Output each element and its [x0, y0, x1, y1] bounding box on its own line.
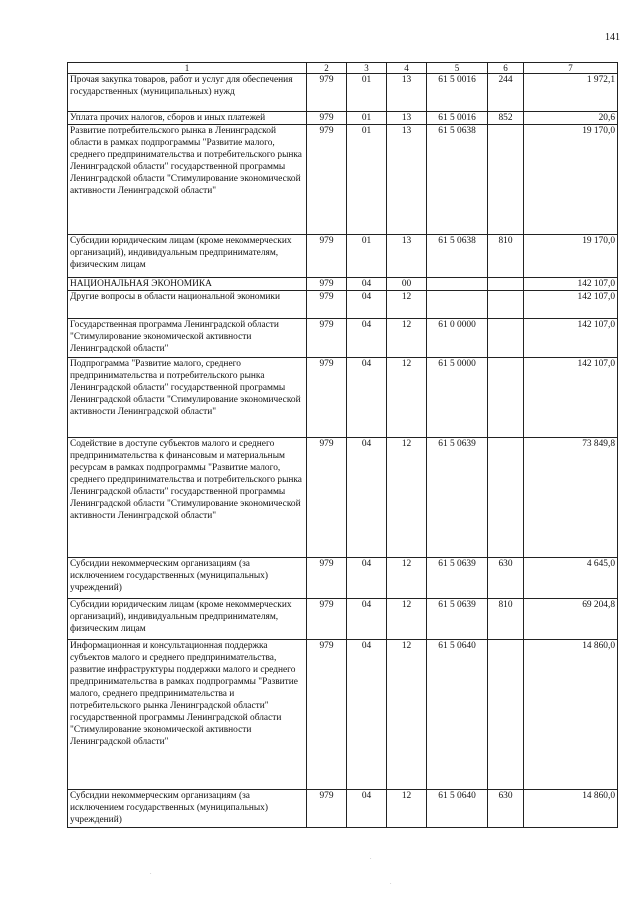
row-code-3: 04 [347, 358, 387, 438]
row-code-5: 61 5 0640 [427, 640, 488, 790]
row-sum: 69 204,8 [524, 599, 618, 640]
table-row [68, 558, 618, 599]
row-code-5: 61 5 0639 [427, 438, 488, 558]
row-sum: 19 170,0 [524, 125, 618, 235]
row-name: НАЦИОНАЛЬНАЯ ЭКОНОМИКА [68, 278, 307, 291]
row-code-4: 12 [387, 438, 427, 558]
table-row [68, 278, 618, 291]
row-code-3: 04 [347, 640, 387, 790]
row-code-3: 04 [347, 558, 387, 599]
row-code-5 [427, 291, 488, 319]
row-code-6 [488, 291, 524, 319]
row-code-6: 244 [488, 74, 524, 112]
row-code-4: 13 [387, 74, 427, 112]
scan-speck: . [150, 870, 154, 876]
row-code-3: 01 [347, 112, 387, 125]
row-code-2: 979 [307, 235, 347, 278]
budget-table [67, 62, 618, 828]
row-name: Государственная программа Ленинградской области "Стимулирование экономической активности Ленинградской области" [68, 319, 307, 358]
row-name: Уплата прочих налогов, сборов и иных платежей [68, 112, 307, 125]
row-name: Субсидии юридическим лицам (кроме некоммерческих организаций), индивидуальным предпринимателям, физическим лицам [68, 599, 307, 640]
row-name: Прочая закупка товаров, работ и услуг для обеспечения государственных (муниципальных) нужд [68, 74, 307, 112]
row-code-2: 979 [307, 112, 347, 125]
table-row [68, 790, 618, 828]
row-sum: 19 170,0 [524, 235, 618, 278]
table-row [68, 125, 618, 235]
row-code-4: 13 [387, 235, 427, 278]
row-sum: 142 107,0 [524, 291, 618, 319]
row-code-4: 13 [387, 112, 427, 125]
row-code-5: 61 5 0016 [427, 74, 488, 112]
row-code-5: 61 5 0638 [427, 235, 488, 278]
row-code-4: 12 [387, 790, 427, 828]
row-code-6: 852 [488, 112, 524, 125]
row-sum: 142 107,0 [524, 358, 618, 438]
row-code-2: 979 [307, 319, 347, 358]
row-code-2: 979 [307, 438, 347, 558]
row-code-4: 12 [387, 358, 427, 438]
row-code-5: 61 5 0016 [427, 112, 488, 125]
row-code-5: 61 5 0000 [427, 358, 488, 438]
row-code-2: 979 [307, 278, 347, 291]
table-row [68, 358, 618, 438]
row-code-5: 61 5 0639 [427, 599, 488, 640]
row-code-2: 979 [307, 558, 347, 599]
row-code-5: 61 5 0640 [427, 790, 488, 828]
page-number: 141 [605, 32, 620, 43]
header-cell-1: 1 [68, 63, 307, 74]
row-name: Субсидии некоммерческим организациям (за исключением государственных (муниципальных) учреждений) [68, 790, 307, 828]
row-sum: 142 107,0 [524, 319, 618, 358]
row-code-2: 979 [307, 790, 347, 828]
row-code-3: 04 [347, 291, 387, 319]
row-code-5 [427, 278, 488, 291]
row-code-3: 04 [347, 438, 387, 558]
row-code-6: 810 [488, 599, 524, 640]
row-sum: 1 972,1 [524, 74, 618, 112]
row-code-4: 13 [387, 125, 427, 235]
row-name: Подпрограмма "Развитие малого, среднего предпринимательства и потребительского рынка Ленинградской области" государственной программы Ленинградской области "Стимулирование экономической активности Ленинградской области" [68, 358, 307, 438]
row-code-6 [488, 438, 524, 558]
row-code-6 [488, 358, 524, 438]
row-code-3: 01 [347, 235, 387, 278]
row-sum: 14 860,0 [524, 640, 618, 790]
header-cell-2: 2 [307, 63, 347, 74]
row-name: Субсидии некоммерческим организациям (за исключением государственных (муниципальных) учреждений) [68, 558, 307, 599]
row-code-6: 630 [488, 558, 524, 599]
row-sum: 73 849,8 [524, 438, 618, 558]
table-row [68, 112, 618, 125]
row-name: Другие вопросы в области национальной экономики [68, 291, 307, 319]
row-code-6 [488, 278, 524, 291]
header-cell-5: 5 [427, 63, 488, 74]
row-code-5: 61 5 0639 [427, 558, 488, 599]
header-cell-6: 6 [488, 63, 524, 74]
row-code-4: 12 [387, 599, 427, 640]
row-sum: 4 645,0 [524, 558, 618, 599]
row-code-3: 04 [347, 319, 387, 358]
row-code-4: 12 [387, 291, 427, 319]
row-code-6: 810 [488, 235, 524, 278]
header-cell-3: 3 [347, 63, 387, 74]
table-row [68, 74, 618, 112]
row-code-4: 12 [387, 319, 427, 358]
row-code-6 [488, 125, 524, 235]
table-row [68, 291, 618, 319]
row-code-2: 979 [307, 125, 347, 235]
row-code-6 [488, 319, 524, 358]
row-code-2: 979 [307, 599, 347, 640]
row-code-4: 12 [387, 640, 427, 790]
row-name: Субсидии юридическим лицам (кроме некоммерческих организаций), индивидуальным предпринимателям, физическим лицам [68, 235, 307, 278]
row-code-3: 04 [347, 599, 387, 640]
table-row [68, 599, 618, 640]
row-sum: 20,6 [524, 112, 618, 125]
row-code-2: 979 [307, 358, 347, 438]
row-code-3: 01 [347, 74, 387, 112]
row-name: Развитие потребительского рынка в Ленинградской области в рамках подпрограммы "Развитие малого, среднего предпринимательства и потребительского рынка Ленинградской области" государственной программы Ленинградской области "Стимулирование экономической активности Ленинградской области" [68, 125, 307, 235]
table-row [68, 319, 618, 358]
row-code-3: 04 [347, 278, 387, 291]
row-name: Содействие в доступе субъектов малого и среднего предпринимательства к финансовым и материальным ресурсам в рамках подпрограммы "Развитие малого, среднего предпринимательства и потребительского рынка Ленинградской области" государственной программы Ленинградской области "Стимулирование экономической активности Ленинградской области" [68, 438, 307, 558]
header-row [68, 63, 618, 74]
row-code-4: 12 [387, 558, 427, 599]
header-cell-4: 4 [387, 63, 427, 74]
table-row [68, 438, 618, 558]
row-code-5: 61 5 0638 [427, 125, 488, 235]
header-cell-7: 7 [524, 63, 618, 74]
row-code-5: 61 0 0000 [427, 319, 488, 358]
row-sum: 142 107,0 [524, 278, 618, 291]
table-row [68, 235, 618, 278]
row-code-3: 04 [347, 790, 387, 828]
row-code-2: 979 [307, 640, 347, 790]
row-code-2: 979 [307, 74, 347, 112]
row-name: Информационная и консультационная поддержка субъектов малого и среднего предпринимательства, развитие инфраструктуры поддержки малого и среднего предпринимательства в рамках подпрограммы "Развитие малого, среднего предпринимательства и потребительского рынка Ленинградской области" государственной программы Ленинградской области "Стимулирование экономической активности Ленинградской области" [68, 640, 307, 790]
table-row [68, 640, 618, 790]
row-code-4: 00 [387, 278, 427, 291]
row-code-6: 630 [488, 790, 524, 828]
row-code-2: 979 [307, 291, 347, 319]
scan-speck: . [390, 880, 394, 886]
row-sum: 14 860,0 [524, 790, 618, 828]
row-code-6 [488, 640, 524, 790]
row-code-3: 01 [347, 125, 387, 235]
scan-speck: . [370, 855, 374, 861]
